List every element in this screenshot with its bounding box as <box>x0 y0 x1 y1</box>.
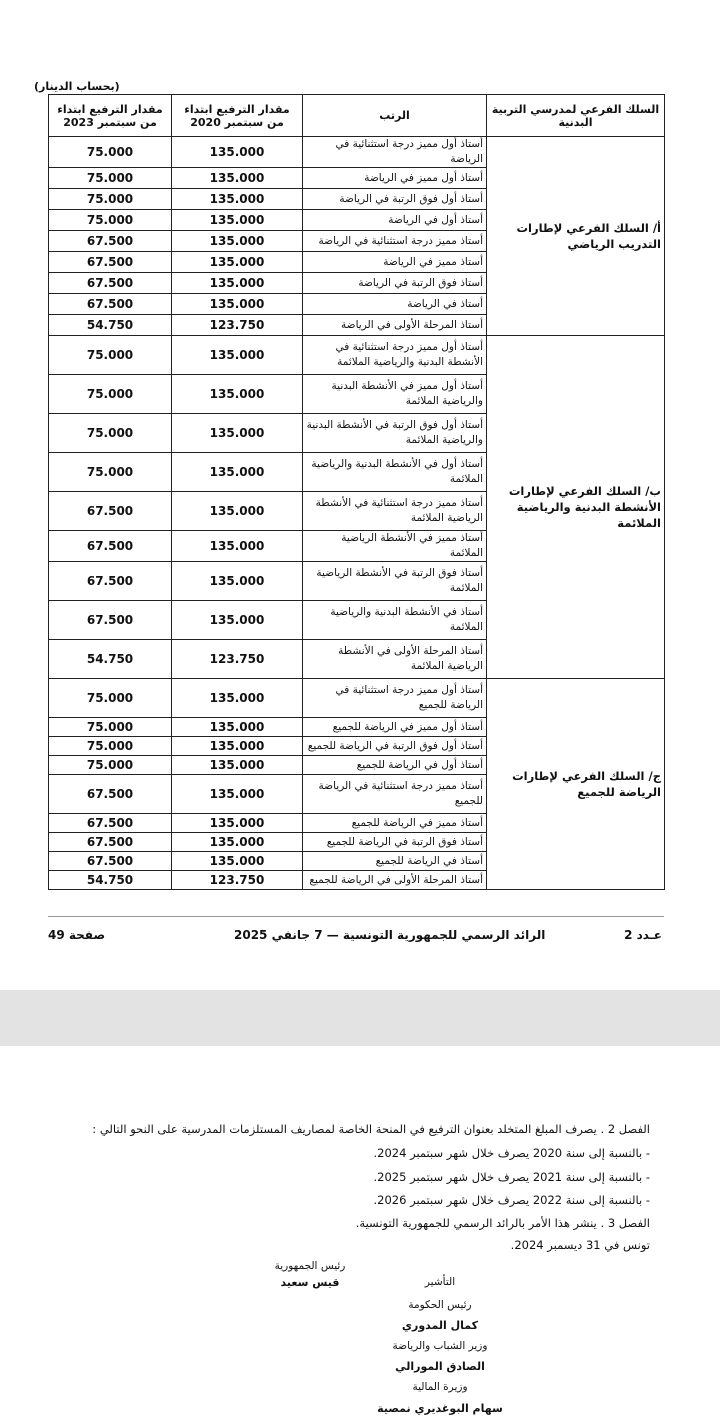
rank-cell: أستاذ مميز في الأنشطة الرياضية الملائمة <box>303 531 487 562</box>
subcorps-cell: ب/ السلك الفرعي لإطارات الأنشطة البدنية والرياضية الملائمة <box>487 336 665 679</box>
text-line: - بالنسبة إلى سنة 2021 يصرف خلال شهر سبتمبر 2025. <box>373 1170 650 1184</box>
rank-cell: أستاذ أول في الأنشطة البدنية والرياضية الملائمة <box>303 453 487 492</box>
amount-2023-cell: 54.750 <box>49 871 172 890</box>
finance-minister-name: سهام البوغديري نمصية <box>377 1402 503 1415</box>
amount-2023-cell: 67.500 <box>49 601 172 640</box>
amount-2020-cell: 135.000 <box>172 601 303 640</box>
amount-2020-cell: 135.000 <box>172 531 303 562</box>
rank-cell: أستاذ مميز درجة استثنائية في الأنشطة الرياضية الملائمة <box>303 492 487 531</box>
header-2020: مقدار الترفيع ابتداء من سبتمبر 2020 <box>172 95 303 137</box>
footer-page: صفحة 49 <box>48 928 106 942</box>
amount-2023-cell: 67.500 <box>49 852 172 871</box>
amount-2020-cell: 135.000 <box>172 453 303 492</box>
rank-cell: أستاذ أول مميز في الرياضة <box>303 168 487 189</box>
amount-2020-cell: 135.000 <box>172 756 303 775</box>
amount-2023-cell: 67.500 <box>49 492 172 531</box>
amount-2020-cell: 135.000 <box>172 718 303 737</box>
text-line: الفصل 3 . ينشر هذا الأمر بالرائد الرسمي للجمهورية التونسية. <box>355 1216 650 1230</box>
president-title: رئيس الجمهورية <box>274 1260 346 1272</box>
amount-2023-cell: 75.000 <box>49 737 172 756</box>
table-header-row <box>49 95 665 137</box>
amount-2020-cell: 123.750 <box>172 640 303 679</box>
unit-note: (بحساب الدينار) <box>34 80 120 93</box>
subcorps-cell: أ/ السلك الفرعي لإطارات التدريب الرياضي <box>487 137 665 336</box>
amount-2023-cell: 75.000 <box>49 718 172 737</box>
amount-2023-cell: 75.000 <box>49 375 172 414</box>
amount-2023-cell: 54.750 <box>49 640 172 679</box>
rank-cell: أستاذ فوق الرتبة في الرياضة للجميع <box>303 833 487 852</box>
amount-2020-cell: 135.000 <box>172 814 303 833</box>
amount-2020-cell: 135.000 <box>172 189 303 210</box>
amount-2023-cell: 54.750 <box>49 315 172 336</box>
rank-cell: أستاذ أول في الرياضة للجميع <box>303 756 487 775</box>
amount-2023-cell: 75.000 <box>49 679 172 718</box>
text-line: الفصل 2 . يصرف المبلغ المتخلد بعنوان الترفيع في المنحة الخاصة لمصاريف المستلزمات المدرسية على النحو التالي : <box>92 1122 650 1136</box>
salary-table <box>48 94 665 890</box>
text-line: - بالنسبة إلى سنة 2020 يصرف خلال شهر سبتمبر 2024. <box>373 1146 650 1160</box>
rank-cell: أستاذ المرحلة الأولى في الأنشطة الرياضية الملائمة <box>303 640 487 679</box>
president-name: قيس سعيد <box>280 1276 340 1289</box>
subcorps-cell: ج/ السلك الفرعي لإطارات الرياضة للجميع <box>487 679 665 890</box>
amount-2020-cell: 135.000 <box>172 252 303 273</box>
page-separator <box>0 990 720 1046</box>
table-row <box>49 336 665 375</box>
amount-2023-cell: 75.000 <box>49 414 172 453</box>
pm-title: رئيس الحكومة <box>408 1299 472 1311</box>
document-page-2 <box>0 1046 720 1428</box>
amount-2020-cell: 135.000 <box>172 168 303 189</box>
amount-2023-cell: 75.000 <box>49 453 172 492</box>
rank-cell: أستاذ أول مميز درجة استثنائية في الرياضة <box>303 137 487 168</box>
rank-cell: أستاذ مميز درجة استثنائية في الرياضة <box>303 231 487 252</box>
amount-2020-cell: 135.000 <box>172 336 303 375</box>
amount-2020-cell: 135.000 <box>172 492 303 531</box>
footer-rule <box>48 916 664 917</box>
youth-minister-title: وزير الشباب والرياضة <box>392 1340 488 1352</box>
rank-cell: أستاذ في الرياضة <box>303 294 487 315</box>
amount-2023-cell: 75.000 <box>49 336 172 375</box>
rank-cell: أستاذ أول مميز درجة استثنائية في الأنشطة البدنية والرياضية الملائمة <box>303 336 487 375</box>
amount-2023-cell: 75.000 <box>49 168 172 189</box>
amount-2023-cell: 67.500 <box>49 531 172 562</box>
text-line: تونس في 31 ديسمبر 2024. <box>510 1238 650 1252</box>
amount-2020-cell: 135.000 <box>172 273 303 294</box>
amount-2023-cell: 67.500 <box>49 294 172 315</box>
rank-cell: أستاذ أول في الرياضة <box>303 210 487 231</box>
amount-2023-cell: 75.000 <box>49 210 172 231</box>
amount-2020-cell: 135.000 <box>172 852 303 871</box>
table-row <box>49 137 665 168</box>
rank-cell: أستاذ مميز في الرياضة <box>303 252 487 273</box>
amount-2020-cell: 135.000 <box>172 375 303 414</box>
amount-2020-cell: 123.750 <box>172 315 303 336</box>
finance-minister-title: وزيرة المالية <box>412 1381 468 1393</box>
rank-cell: أستاذ أول مميز في الأنشطة البدنية والرياضية الملائمة <box>303 375 487 414</box>
rank-cell: أستاذ أول مميز في الرياضة للجميع <box>303 718 487 737</box>
rank-cell: أستاذ أول مميز درجة استثنائية في الرياضة للجميع <box>303 679 487 718</box>
footer-center: الرائد الرسمي للجمهورية التونسية — 7 جانفي 2025 <box>234 928 546 942</box>
rank-cell: أستاذ فوق الرتبة في الرياضة <box>303 273 487 294</box>
youth-minister-name: الصادق المورالي <box>395 1360 485 1373</box>
amount-2020-cell: 135.000 <box>172 414 303 453</box>
text-line: - بالنسبة إلى سنة 2022 يصرف خلال شهر سبتمبر 2026. <box>373 1193 650 1207</box>
amount-2023-cell: 67.500 <box>49 814 172 833</box>
amount-2020-cell: 135.000 <box>172 294 303 315</box>
amount-2020-cell: 135.000 <box>172 775 303 814</box>
rank-cell: أستاذ مميز في الرياضة للجميع <box>303 814 487 833</box>
rank-cell: أستاذ أول فوق الرتبة في الرياضة <box>303 189 487 210</box>
rank-cell: أستاذ في الأنشطة البدنية والرياضية الملائمة <box>303 601 487 640</box>
amount-2020-cell: 123.750 <box>172 871 303 890</box>
amount-2020-cell: 135.000 <box>172 833 303 852</box>
amount-2023-cell: 67.500 <box>49 775 172 814</box>
amount-2020-cell: 135.000 <box>172 137 303 168</box>
footer-issue: عـدد 2 <box>624 928 662 942</box>
amount-2020-cell: 135.000 <box>172 231 303 252</box>
header-rank: الرتب <box>303 95 487 137</box>
amount-2023-cell: 67.500 <box>49 273 172 294</box>
rank-cell: أستاذ المرحلة الأولى في الرياضة للجميع <box>303 871 487 890</box>
rank-cell: أستاذ المرحلة الأولى في الرياضة <box>303 315 487 336</box>
amount-2020-cell: 135.000 <box>172 562 303 601</box>
amount-2023-cell: 75.000 <box>49 189 172 210</box>
pm-name: كمال المدوري <box>401 1319 479 1332</box>
amount-2023-cell: 67.500 <box>49 833 172 852</box>
rank-cell: أستاذ في الرياضة للجميع <box>303 852 487 871</box>
amount-2023-cell: 75.000 <box>49 756 172 775</box>
amount-2020-cell: 135.000 <box>172 737 303 756</box>
header-2023: مقدار الترفيع ابتداء من سبتمبر 2023 <box>49 95 172 137</box>
amount-2020-cell: 135.000 <box>172 679 303 718</box>
rank-cell: أستاذ مميز درجة استثنائية في الرياضة للجميع <box>303 775 487 814</box>
amount-2023-cell: 67.500 <box>49 252 172 273</box>
header-sub: السلك الفرعي لمدرسي التربية البدنية <box>487 95 665 137</box>
amount-2020-cell: 135.000 <box>172 210 303 231</box>
rank-cell: أستاذ أول فوق الرتبة في الأنشطة البدنية والرياضية الملائمة <box>303 414 487 453</box>
amount-2023-cell: 67.500 <box>49 562 172 601</box>
amount-2023-cell: 67.500 <box>49 231 172 252</box>
rank-cell: أستاذ أول فوق الرتبة في الرياضة للجميع <box>303 737 487 756</box>
amount-2023-cell: 75.000 <box>49 137 172 168</box>
countersign-label: التأشير <box>424 1276 456 1288</box>
table-row <box>49 679 665 718</box>
rank-cell: أستاذ فوق الرتبة في الأنشطة الرياضية الملائمة <box>303 562 487 601</box>
